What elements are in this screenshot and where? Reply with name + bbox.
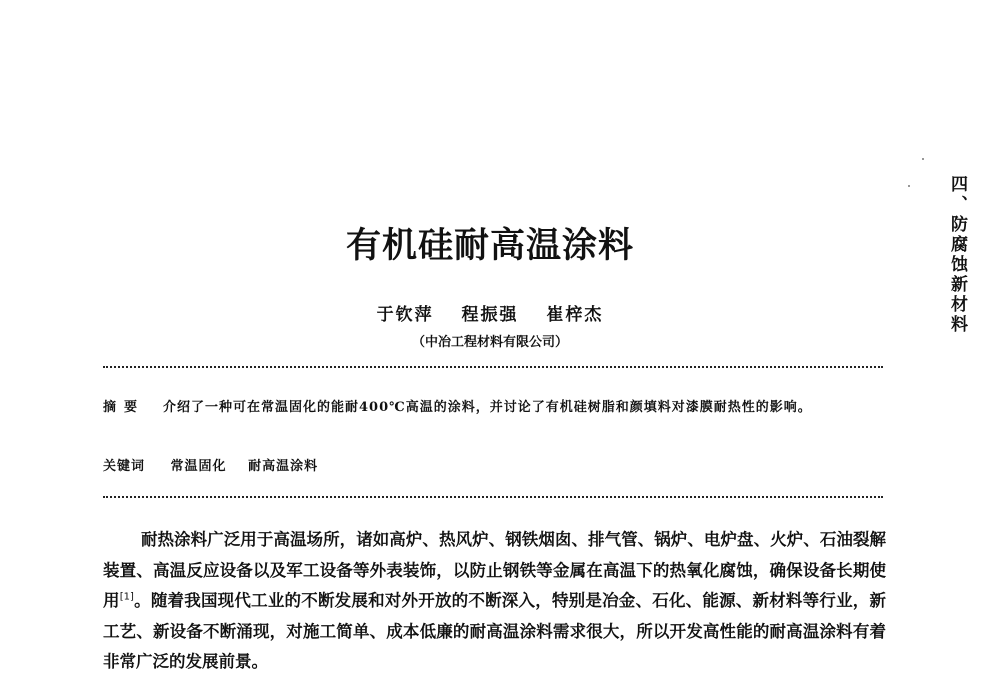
keyword-item: 常温固化 (170, 459, 227, 474)
abstract-text: 介绍了一种可在常温固化的能耐400℃高温的涂料，并讨论了有机硅树脂和颜填料对漆膜耐热性的影响。 (163, 400, 812, 415)
author-name: 程振强 (461, 305, 519, 325)
scan-speck (908, 185, 910, 187)
scan-speck (922, 158, 924, 160)
author-affiliation: （中冶工程材料有限公司） (411, 335, 568, 350)
article-title: 有机硅耐高温涂料 (345, 226, 634, 266)
keywords-block (103, 455, 334, 474)
author-name: 于钦萍 (376, 305, 434, 325)
keywords-label: 关键词 (103, 459, 146, 474)
dotted-divider-top (103, 366, 883, 368)
abstract-block (103, 392, 886, 424)
author-list (0, 300, 980, 325)
body-paragraph (103, 525, 886, 678)
author-name: 崔梓杰 (546, 305, 604, 325)
citation-ref: [1] (119, 591, 134, 603)
body-text-part: 。随着我国现代工业的不断发展和对外开放的不断深入，特别是冶金、石化、能源、新材料等行业，新工艺、新设备不断涌现，对施工简单、成本低廉的耐高温涂料需求很大，所以开发高性能的耐高温涂料有着非常广泛的发展前景。 (103, 591, 887, 671)
keyword-item: 耐高温涂料 (248, 459, 319, 474)
body-text-part: 耐热涂料广泛用于高温场所，诸如高炉、热风炉、钢铁烟囱、排气管、锅炉、电炉盘、火炉、石油裂解装置、高温反应设备以及军工设备等外表装饰，以防止钢铁等金属在高温下的热氧化腐蚀，确保设备长期使用 (103, 530, 886, 610)
dotted-divider-bottom (103, 496, 883, 498)
abstract-label: 摘要 (103, 400, 146, 415)
section-side-label: 四、防腐蚀新材料 (947, 175, 967, 335)
